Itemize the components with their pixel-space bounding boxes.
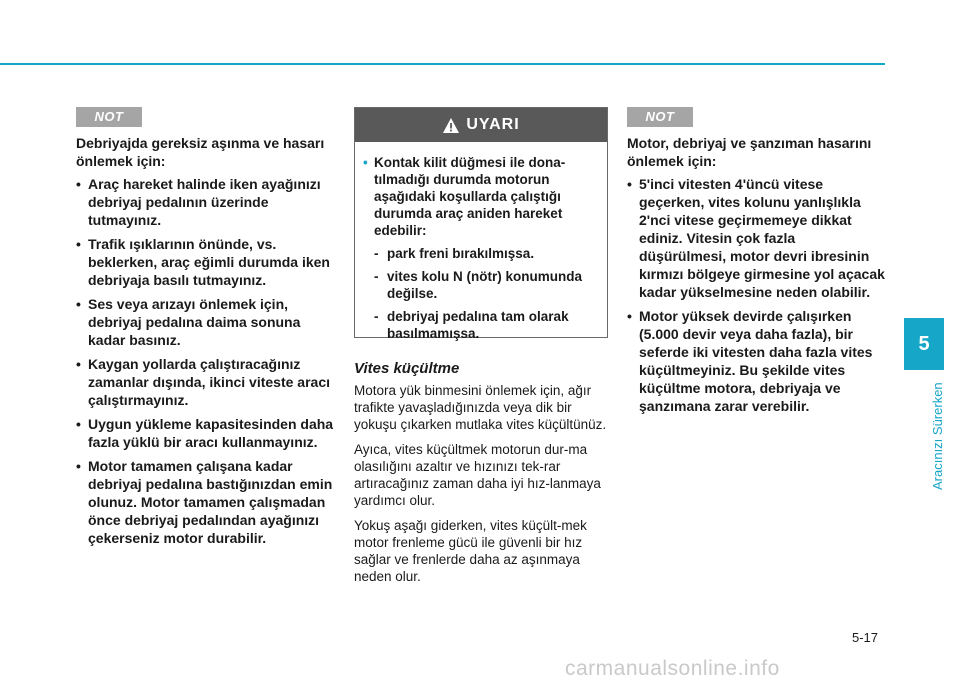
note-left-title: Debriyajda gereksiz aşınma ve hasarı önlemek için: [76,135,325,169]
list-item: • Trafik ışıklarının önünde, vs. beklerken, araç eğimli durumda iken debriyaja basılı tutmayınız. [76,235,334,289]
note-right-title: Motor, debriyaj ve şanzıman hasarını önlemek için: [627,135,872,169]
section-paragraphs [354,382,608,593]
list-item: • Araç hareket halinde iken ayağınızı debriyaj pedalının üzerinde tutmayınız. [76,175,334,229]
list-item: - park freni bırakılmışsa. [374,246,535,261]
warning-item [363,154,599,239]
paragraph: Yokuş aşağı giderken, vites küçült-mek motor frenleme gücü ile güvenli bir hız sağlar ve frenlerde daha az aşınmaya neden olur. [354,518,587,584]
chapter-tab[interactable]: 5 [904,318,944,370]
note-right-list [627,175,885,415]
header-rule [0,63,885,65]
section-heading: Vites küçültme [354,360,460,377]
list-item: • Ses veya arızayı önlemek için, debriyaj pedalına daima sonuna kadar basınız. [76,295,334,349]
paragraph: Ayıca, vites küçültmek motorun dur-ma olasılığını azaltır ve hızınızı tek-rar artıracağınız zaman daha iyi hız-lanmaya yardımcı olur. [354,442,601,508]
list-item: • 5'inci vitesten 4'üncü vitese geçerken, vites kolunu yanlışlıkla 2'nci vitese geçirmemeye dikkat ediniz. Vitesin çok fazla düşürülmesi, motor devri ibresinin kırmızı bölgeye girmesine yol açacak kadar yükselmesine neden olabilir. [627,175,885,301]
warning-box [354,107,608,341]
note-badge-right: NOT [627,107,693,127]
list-item: • Motor yüksek devirde çalışırken (5.000 devir veya daha fazla), bir seferde iki vitesten daha fazla vites küçültmeyiniz. Bu şekilde vites küçültme motora, debriyaja ve şanzımana zarar verebilir. [627,307,885,415]
watermark: carmanualsonline.info [565,657,780,680]
warning-text: Kontak kilit düğmesi ile dona-tılmadığı durumda motorun aşağıdaki koşullarda çalıştığı durumda araç aniden hareket edebilir: [374,155,566,238]
warning-subitem-text: debriyaj pedalına tam olarak basılmamışsa. [387,309,569,341]
warning-title: UYARI [466,116,520,133]
list-item: - vites kolu N (nötr) konumunda değilse. [374,269,583,301]
chapter-label-text: Aracınızı Sürerken [930,382,945,490]
list-item: - debriyaj pedalına tam olarak basılmamışsa. [374,309,569,341]
warning-subitem-text: vites kolu N (nötr) konumunda değilse. [387,269,583,301]
warning-header [355,108,607,142]
chapter-label [930,378,946,498]
list-item: • Uygun yükleme kapasitesinden daha fazla yüklü bir aracı kullanmayınız. [76,415,334,451]
warning-subitem-text: park freni bırakılmışsa. [387,246,535,261]
bullet-dot-icon: • [363,155,368,170]
warning-sublist [363,245,599,342]
note-left-list [76,175,334,547]
note-left [76,110,334,553]
warning-triangle-icon [442,117,460,134]
paragraph: Motora yük binmesini önlemek için, ağır trafikte yavaşladığınızda veya dik bir yokuşu çıkarken mutlaka vites küçültünüz. [354,383,607,432]
page-number: 5-17 [852,630,879,645]
list-item: • Motor tamamen çalışana kadar debriyaj pedalına bastığınızdan emin olunuz. Motor tamamen çalışmadan önce debriyaj pedalından ayağınızı çekerseniz motor durabilir. [76,457,334,547]
note-badge-left: NOT [76,107,142,127]
list-item: • Kaygan yollarda çalıştıracağınız zamanlar dışında, ikinci viteste aracı çalıştırmayınız. [76,355,334,409]
note-right [627,110,885,421]
warning-body [355,142,607,342]
